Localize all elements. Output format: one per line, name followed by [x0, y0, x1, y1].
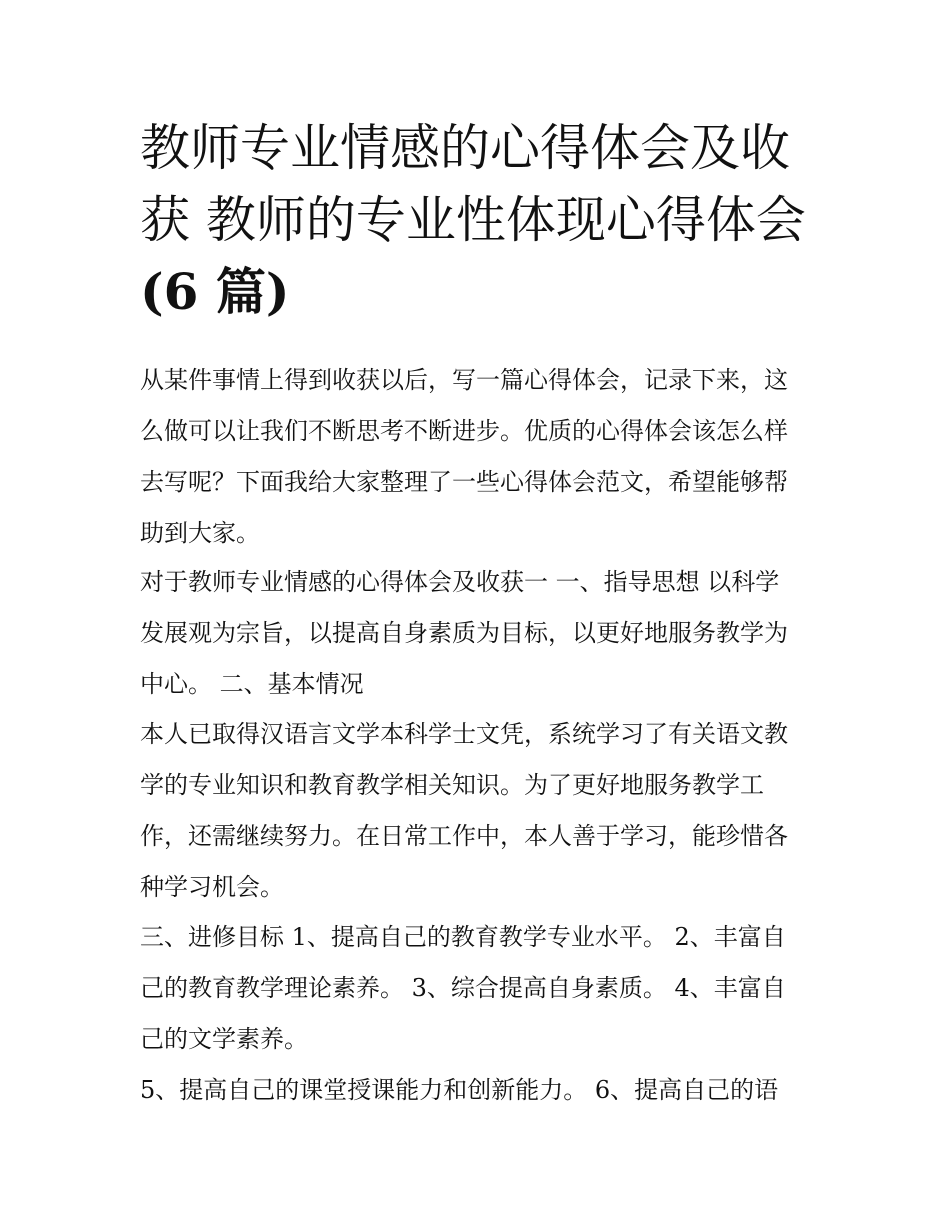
paragraph-4-line-1: 三、进修目标 1、提高自己的教育教学专业水平。 2、丰富自: [140, 923, 786, 951]
title-line-2: 获 教师的专业性体现心得体会: [140, 191, 806, 249]
paragraph-5-line-1: 5、提高自己的课堂授课能力和创新能力。 6、提高自己的语: [140, 1076, 779, 1104]
paragraph-1-line-4: 助到大家。: [140, 519, 260, 547]
paragraph-4-line-2: 己的教育教学理论素养。 3、综合提高自身素质。 4、丰富自: [140, 974, 786, 1002]
paragraph-1-line-1: 从某件事情上得到收获以后，写一篇心得体会，记录下来，这: [140, 366, 788, 394]
paragraph-3-line-4: 种学习机会。: [140, 873, 284, 901]
paragraph-2-line-1: 对于教师专业情感的心得体会及收获一 一、指导思想 以科学: [140, 568, 780, 596]
paragraph-3-line-3: 作，还需继续努力。在日常工作中，本人善于学习，能珍惜各: [140, 822, 788, 850]
paragraph-3-line-1: 本人已取得汉语言文学本科学士文凭，系统学习了有关语文教: [140, 720, 788, 748]
paragraph-1-line-2: 么做可以让我们不断思考不断进步。优质的心得体会该怎么样: [140, 417, 788, 445]
paragraph-2-line-2: 发展观为宗旨，以提高自身素质为目标，以更好地服务教学为: [140, 619, 788, 647]
paragraph-3-line-2: 学的专业知识和教育教学相关知识。为了更好地服务教学工: [140, 771, 764, 799]
paragraph-2-line-3: 中心。 二、基本情况: [140, 670, 364, 698]
paragraph-1-line-3: 去写呢？下面我给大家整理了一些心得体会范文，希望能够帮: [140, 468, 788, 496]
title-line-1: 教师专业情感的心得体会及收: [140, 119, 790, 177]
paragraph-4-line-3: 己的文学素养。: [140, 1025, 308, 1053]
title-line-3: (6 篇): [140, 262, 290, 321]
document-title: [140, 112, 820, 328]
